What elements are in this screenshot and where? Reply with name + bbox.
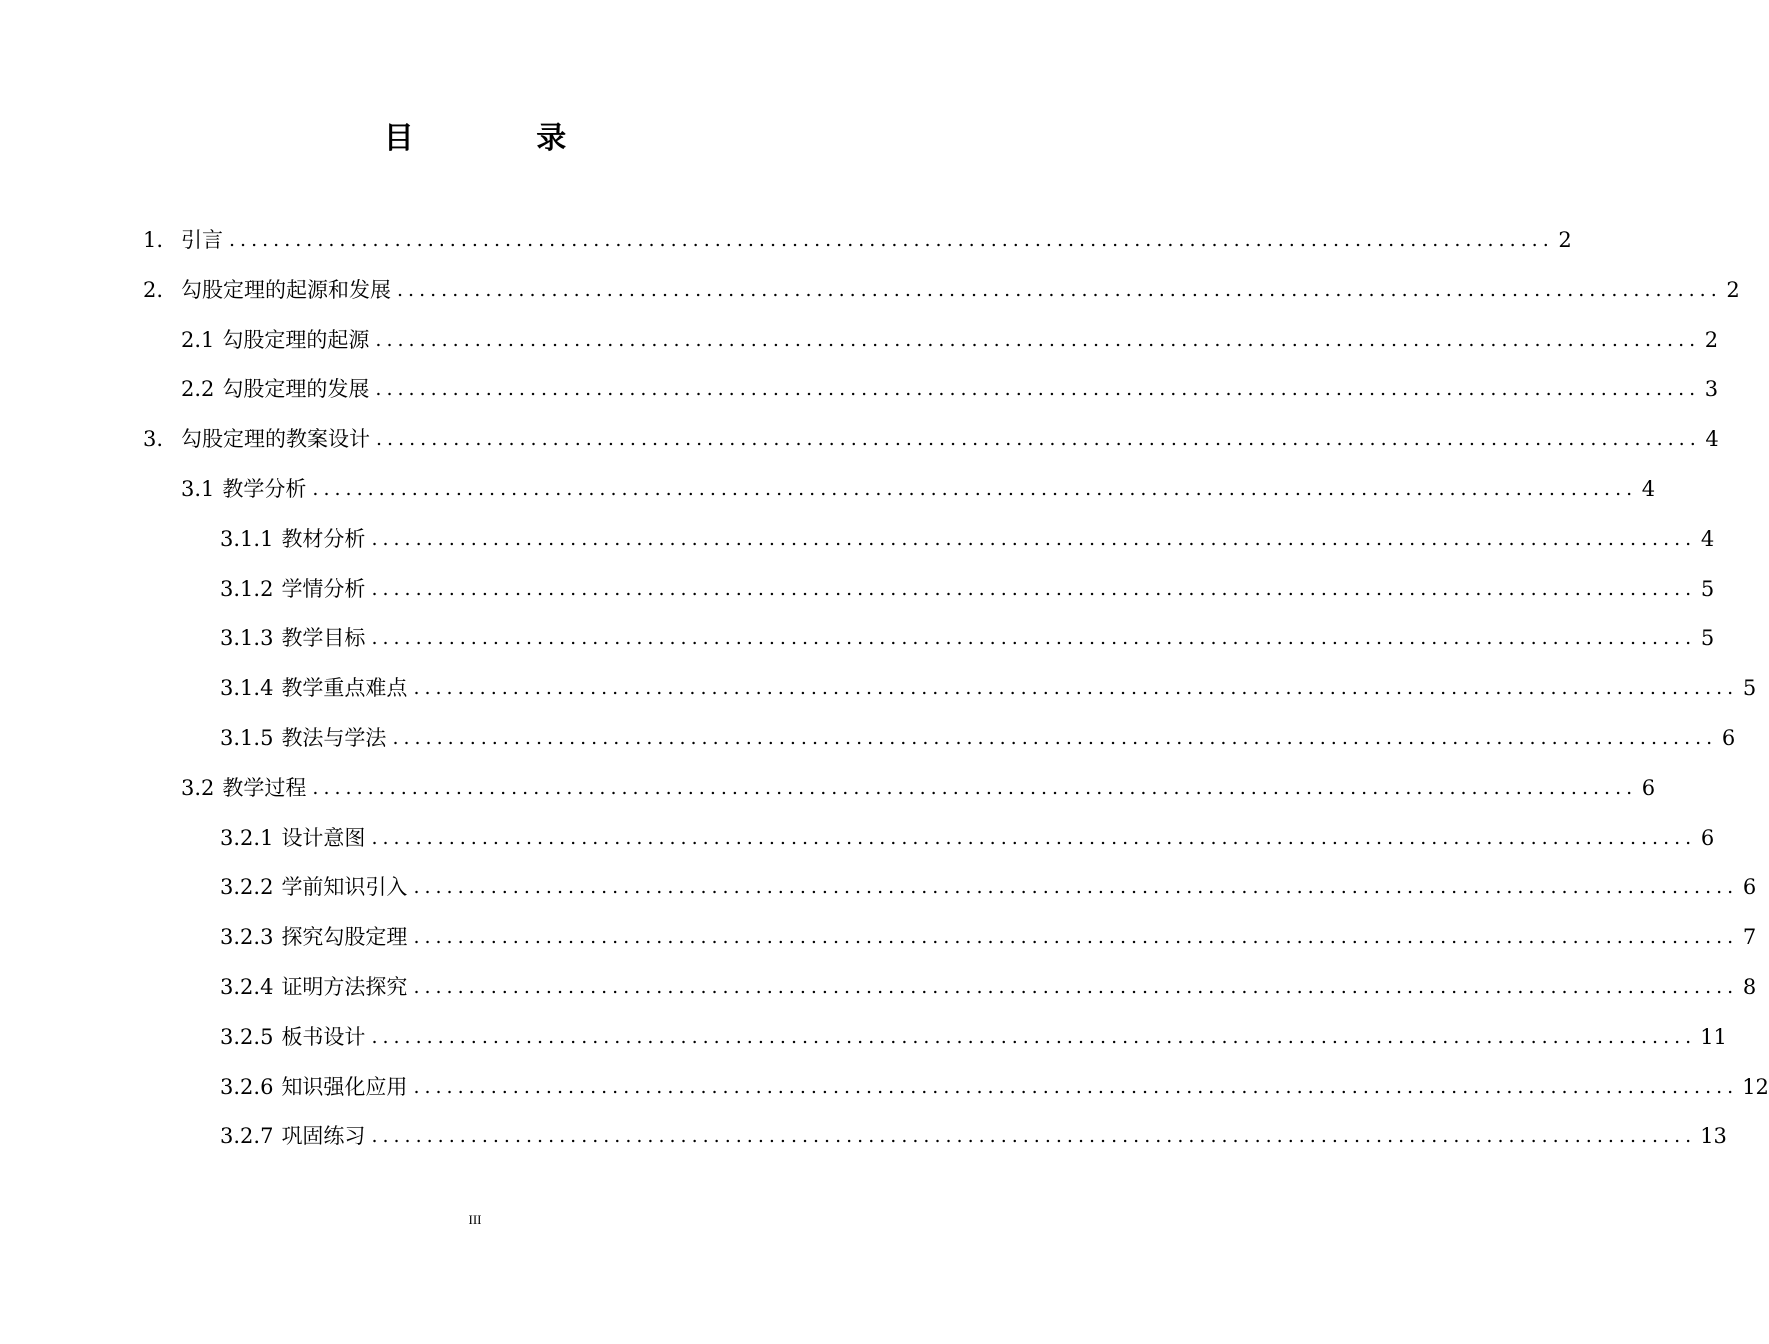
dot-leader: ........................................................................................................................ — [413, 976, 1739, 998]
toc-entry-number: 3.1.2 — [220, 577, 274, 601]
toc-entry-number: 3.2.5 — [220, 1025, 274, 1049]
toc-entry-number: 2.2 — [181, 377, 215, 401]
toc-entry[interactable] — [220, 564, 1715, 614]
dot-leader: ........................................................................................................................ — [413, 677, 1739, 699]
toc-entry[interactable] — [220, 613, 1715, 663]
toc-entry-number: 3. — [143, 427, 164, 451]
toc-entry-title: 勾股定理的起源 — [222, 328, 370, 352]
toc-entry-title: 学情分析 — [281, 577, 366, 601]
toc-entry-page: 2 — [1558, 228, 1572, 252]
toc-entry[interactable] — [220, 663, 1757, 713]
toc-entry[interactable] — [220, 514, 1715, 564]
toc-entry-number: 2.1 — [181, 328, 215, 352]
toc-entry-page: 6 — [1641, 776, 1656, 800]
toc-entry[interactable] — [143, 215, 1572, 265]
toc-entry[interactable] — [181, 763, 1656, 813]
dot-leader: ........................................................................................................................ — [371, 1125, 1697, 1147]
toc-entry-number: 3.2.7 — [220, 1124, 274, 1148]
toc-entry-page: 4 — [1641, 477, 1656, 501]
toc-entry[interactable] — [143, 265, 1740, 315]
toc-entry-title: 教法与学法 — [281, 726, 387, 750]
toc-entry-title: 教学分析 — [222, 477, 307, 501]
page-number: III — [468, 1212, 482, 1227]
dot-leader: ........................................................................................................................ — [392, 727, 1718, 749]
toc-entry[interactable] — [181, 464, 1656, 514]
toc-entry-title: 设计意图 — [281, 826, 366, 850]
dot-leader: ........................................................................................................................ — [397, 279, 1722, 301]
toc-entry-page: 11 — [1700, 1025, 1727, 1049]
toc-entry-title: 学前知识引入 — [281, 875, 408, 899]
toc-entry[interactable] — [220, 713, 1736, 763]
dot-leader: ........................................................................................................................ — [375, 329, 1701, 351]
toc-entry-number: 3.1 — [181, 477, 215, 501]
toc-entry-number: 3.1.4 — [220, 676, 274, 700]
page-title: 目 录 — [383, 121, 623, 156]
toc-entry-number: 3.2.3 — [220, 925, 274, 949]
dot-leader: ........................................................................................................................ — [413, 926, 1739, 948]
toc-entry-number: 3.2.6 — [220, 1075, 274, 1099]
toc-entry-number: 2. — [143, 278, 164, 302]
toc-entry-title: 探究勾股定理 — [281, 925, 408, 949]
dot-leader: ........................................................................................................................ — [413, 1076, 1739, 1098]
toc-entry[interactable] — [220, 962, 1757, 1012]
toc-entry[interactable] — [143, 414, 1719, 464]
toc-entry-page: 2 — [1704, 328, 1719, 352]
toc-entry-title: 勾股定理的教案设计 — [181, 427, 370, 451]
toc-entry-page: 3 — [1704, 377, 1719, 401]
toc-entry-page: 5 — [1700, 577, 1715, 601]
toc-entry-title: 引言 — [181, 228, 223, 252]
toc-entry-number: 3.2.4 — [220, 975, 274, 999]
toc-entry-number: 3.1.5 — [220, 726, 274, 750]
dot-leader: ........................................................................................................................ — [371, 578, 1697, 600]
dot-leader: ........................................................................................................................ — [371, 528, 1697, 550]
toc-entry-page: 4 — [1700, 527, 1715, 551]
toc-entry-title: 证明方法探究 — [281, 975, 408, 999]
dot-leader: ........................................................................................................................ — [229, 229, 1554, 251]
toc-entry-title: 教学重点难点 — [281, 676, 408, 700]
toc-entry-title: 巩固练习 — [281, 1124, 366, 1148]
toc-entry[interactable] — [220, 862, 1757, 912]
toc-entry-title: 教学过程 — [222, 776, 307, 800]
toc-entry-page: 13 — [1700, 1124, 1727, 1148]
toc-entry[interactable] — [220, 1012, 1727, 1062]
toc-entry[interactable] — [181, 315, 1719, 365]
toc-entry-title: 教学目标 — [281, 626, 366, 650]
toc-entry[interactable] — [181, 364, 1719, 414]
toc-entry-title: 教材分析 — [281, 527, 366, 551]
toc-entry-page: 7 — [1742, 925, 1757, 949]
toc-entry-page: 6 — [1721, 726, 1736, 750]
toc-entry-number: 3.1.1 — [220, 527, 274, 551]
toc-entry-number: 3.2.1 — [220, 826, 274, 850]
toc-entry-number: 3.2 — [181, 776, 215, 800]
toc-entry-title: 勾股定理的起源和发展 — [181, 278, 391, 302]
dot-leader: ........................................................................................................................ — [371, 1026, 1697, 1048]
dot-leader: ........................................................................................................................ — [376, 428, 1701, 450]
toc-entry-page: 5 — [1742, 676, 1757, 700]
toc-entry-page: 5 — [1700, 626, 1715, 650]
toc-entry-title: 知识强化应用 — [281, 1075, 408, 1099]
dot-leader: ........................................................................................................................ — [312, 478, 1638, 500]
toc-entry[interactable] — [220, 1111, 1727, 1161]
toc-entry-number: 3.2.2 — [220, 875, 274, 899]
toc-entry[interactable] — [220, 912, 1757, 962]
dot-leader: ........................................................................................................................ — [375, 378, 1701, 400]
toc-entry[interactable] — [220, 813, 1715, 863]
toc-entry-number: 1. — [143, 228, 164, 252]
toc-entry-title: 勾股定理的发展 — [222, 377, 370, 401]
toc-entry-page: 8 — [1742, 975, 1757, 999]
toc-entry-page: 2 — [1726, 278, 1740, 302]
dot-leader: ........................................................................................................................ — [312, 777, 1638, 799]
toc-entry-page: 6 — [1742, 875, 1757, 899]
toc-entry-page: 4 — [1705, 427, 1719, 451]
toc-entry-title: 板书设计 — [281, 1025, 366, 1049]
dot-leader: ........................................................................................................................ — [371, 627, 1697, 649]
dot-leader: ........................................................................................................................ — [371, 827, 1697, 849]
toc-entry-number: 3.1.3 — [220, 626, 274, 650]
toc-entry-page: 6 — [1700, 826, 1715, 850]
dot-leader: ........................................................................................................................ — [413, 876, 1739, 898]
toc-entry[interactable] — [220, 1062, 1769, 1112]
toc-entry-page: 12 — [1742, 1075, 1769, 1099]
